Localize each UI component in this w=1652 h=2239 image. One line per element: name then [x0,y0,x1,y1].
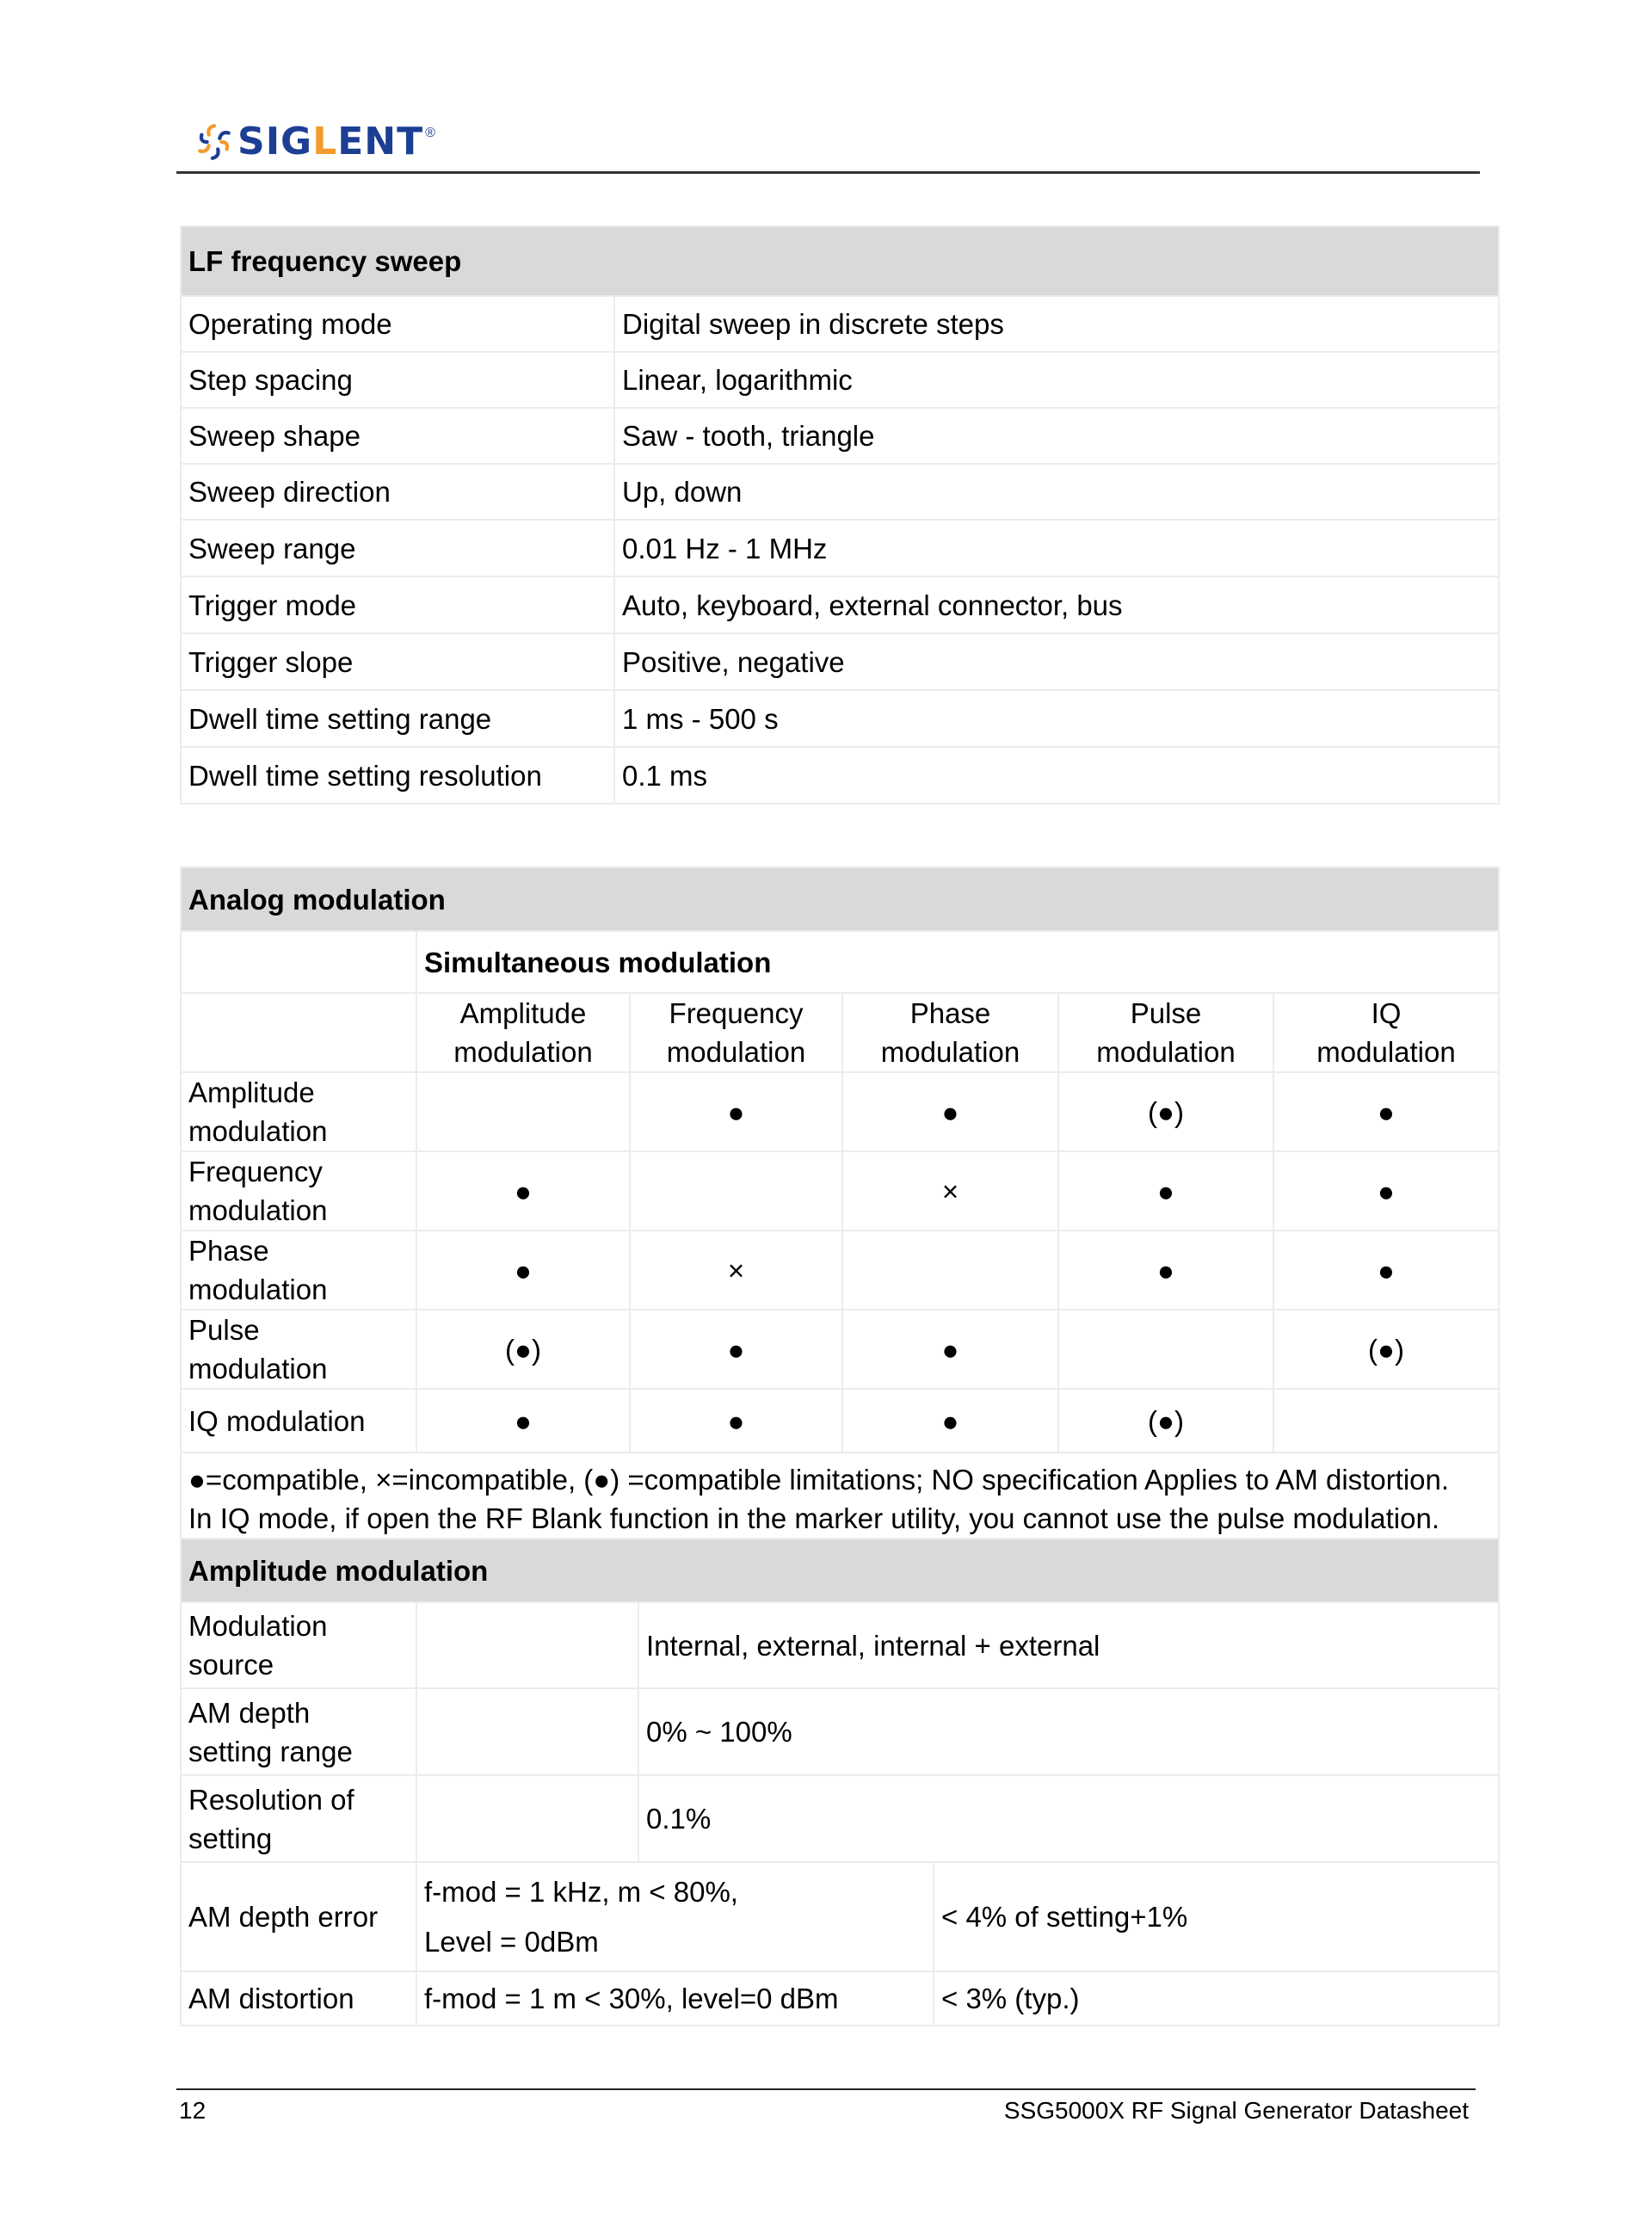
table-row [181,296,1499,352]
lf-sweep-table [180,225,1500,805]
table-row [181,1072,1499,1151]
table-row [181,1971,1499,2026]
compat-cell: (●) [416,1310,630,1389]
legend-note: ●=compatible, ×=incompatible, (●) =compatible limitations; NO specification Applies to AM distortion. In IQ mode, if open the RF Blank function in the marker utility, you cannot use the pulse modulation. [181,1453,1499,1545]
compat-cell: ● [1273,1231,1499,1310]
column-header: Phase modulation [842,993,1058,1072]
table-row [181,464,1499,520]
compat-cell: ● [416,1151,630,1231]
compat-cell: ● [416,1389,630,1453]
section-title: Analog modulation [181,867,1499,931]
row-value: Internal, external, internal + external [638,1602,1499,1688]
row-value: Saw - tooth, triangle [614,408,1499,464]
row-label: Trigger slope [181,633,614,690]
row-label: Dwell time setting range [181,690,614,747]
table-row [181,1775,1499,1862]
header-rule [176,171,1480,174]
registered-mark: ® [425,126,435,140]
column-header: Frequency modulation [630,993,842,1072]
row-label: AM depth setting range [181,1688,416,1775]
column-header: IQ modulation [1273,993,1499,1072]
row-label: Resolution of setting [181,1775,416,1862]
table-row [181,1310,1499,1389]
row-value: Digital sweep in discrete steps [614,296,1499,352]
compat-cell: × [842,1151,1058,1231]
row-value: 0.1 ms [614,747,1499,804]
footer-rule [176,2088,1476,2090]
compat-cell [842,1231,1058,1310]
amplitude-modulation-table [180,1538,1500,2026]
row-label: Dwell time setting resolution [181,747,614,804]
empty-cell [416,1602,638,1688]
row-label: IQ modulation [181,1389,416,1453]
empty-cell [416,1688,638,1775]
brand-name: SIGLENT [237,120,424,163]
compat-cell [416,1072,630,1151]
empty-cell [181,931,416,993]
row-label: Sweep shape [181,408,614,464]
legend-note-row [181,1453,1499,1545]
compat-cell [1273,1389,1499,1453]
row-label: Sweep direction [181,464,614,520]
row-label: AM depth error [181,1862,416,1971]
compat-cell [1058,1310,1273,1389]
compat-cell: (●) [1273,1310,1499,1389]
table-row [181,633,1499,690]
table-row [181,1862,1499,1971]
row-value: 0.1% [638,1775,1499,1862]
section-title: LF frequency sweep [181,226,1499,296]
compat-cell: ● [630,1389,842,1453]
compat-cell: ● [630,1072,842,1151]
table-row [181,520,1499,577]
table-row [181,1231,1499,1310]
row-label: AM distortion [181,1971,416,2026]
compat-cell: ● [416,1231,630,1310]
table-row [181,1389,1499,1453]
compat-cell: (●) [1058,1389,1273,1453]
row-label: Modulation source [181,1602,416,1688]
compat-cell: ● [1058,1231,1273,1310]
column-header-row [181,993,1499,1072]
row-value: 0.01 Hz - 1 MHz [614,520,1499,577]
empty-cell [181,993,416,1072]
table-row [181,577,1499,633]
document-title: SSG5000X RF Signal Generator Datasheet [1003,2097,1469,2124]
row-label: Frequency modulation [181,1151,416,1231]
row-label: Amplitude modulation [181,1072,416,1151]
table-row [181,408,1499,464]
table-row [181,690,1499,747]
compat-cell: ● [1273,1151,1499,1231]
analog-modulation-table [180,867,1500,1546]
row-label: Sweep range [181,520,614,577]
condition: f-mod = 1 m < 30%, level=0 dBm [416,1971,934,2026]
simultaneous-modulation-heading: Simultaneous modulation [416,931,1499,993]
condition: f-mod = 1 kHz, m < 80%, Level = 0dBm [416,1862,934,1971]
section-title: Amplitude modulation [181,1539,1499,1602]
compat-cell: ● [842,1310,1058,1389]
row-label: Trigger mode [181,577,614,633]
row-value: 1 ms - 500 s [614,690,1499,747]
compat-cell: (●) [1058,1072,1273,1151]
row-value: Positive, negative [614,633,1499,690]
compat-cell: ● [842,1389,1058,1453]
row-value: < 3% (typ.) [934,1971,1499,2026]
row-label: Operating mode [181,296,614,352]
row-value: 0% ~ 100% [638,1688,1499,1775]
table-row [181,1602,1499,1688]
empty-cell [416,1775,638,1862]
table-row [181,1688,1499,1775]
siglent-swirl-icon [196,122,232,162]
row-value: Linear, logarithmic [614,352,1499,408]
row-label: Step spacing [181,352,614,408]
compat-cell: ● [1058,1151,1273,1231]
row-value: < 4% of setting+1% [934,1862,1499,1971]
table-row [181,352,1499,408]
column-header: Pulse modulation [1058,993,1273,1072]
compat-cell [630,1151,842,1231]
table-row [181,1151,1499,1231]
compat-cell: ● [630,1310,842,1389]
row-label: Phase modulation [181,1231,416,1310]
compat-cell: ● [1273,1072,1499,1151]
compat-cell: ● [842,1072,1058,1151]
column-header: Amplitude modulation [416,993,630,1072]
row-label: Pulse modulation [181,1310,416,1389]
row-value: Auto, keyboard, external connector, bus [614,577,1499,633]
table-row [181,747,1499,804]
row-value: Up, down [614,464,1499,520]
page-number: 12 [179,2097,206,2124]
siglent-logo [196,120,435,163]
compat-cell: × [630,1231,842,1310]
